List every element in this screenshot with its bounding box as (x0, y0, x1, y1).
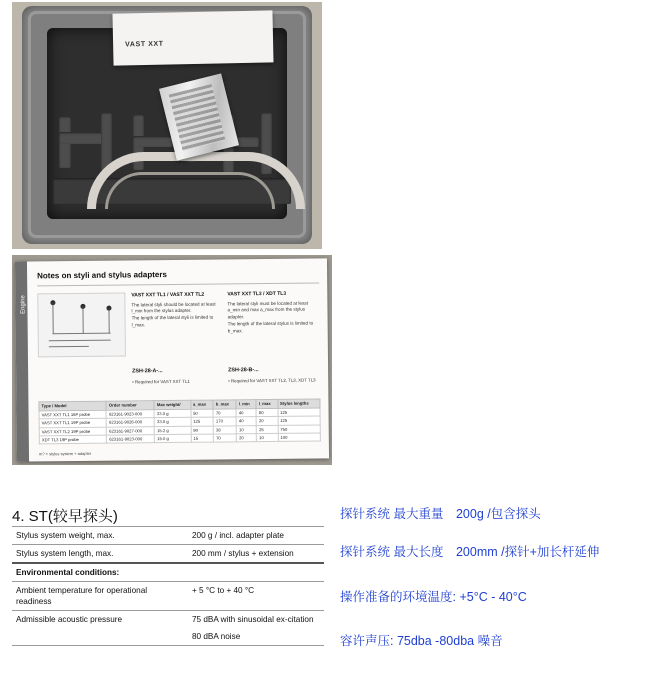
page-tab (15, 262, 29, 462)
annotation-line: 操作准备的环境温度: +5°C - 40°C (340, 589, 527, 604)
cell-weight: 15.0 g (155, 434, 191, 443)
table-footnote: m? = stylus system + adapter (38, 450, 92, 457)
cell-type: VAST XXT TL1 19P probe (39, 418, 106, 427)
note-bullet: The length of the lateral stylus is limited to b_max. (227, 320, 314, 334)
cell-order: 623161-9026-000 (106, 418, 154, 427)
title-divider (37, 282, 319, 286)
spec-value: + 5 °C to + 40 °C (188, 582, 324, 611)
zsh-heading: ZSH-28-B-... (228, 367, 259, 374)
cell-order: 623161-9023-000 (107, 435, 155, 444)
cell-bmax: 70 (214, 434, 237, 443)
col-amax: a_max (190, 400, 213, 409)
page-title: 4. ST(较早探头) (12, 508, 118, 525)
cell-type: VAST XXT TL2 19P probe (39, 427, 106, 436)
table-row (12, 582, 324, 611)
cell-lmin: 20 (237, 434, 257, 443)
note-bullet: The lateral styli should be located at least l_min from the stylus adapter. (131, 301, 216, 314)
spec-value: 80 dBA noise (188, 628, 324, 646)
table-row (12, 611, 324, 629)
spec-label: Admissible acoustic pressure (16, 615, 123, 625)
cell-bmax: 170 (213, 417, 236, 426)
cell-order: 623161-9027-000 (107, 426, 155, 435)
case-shell (22, 6, 312, 244)
cell-length: 100 (278, 433, 321, 442)
note-heading: VAST XXT TL3 / XDT TL3 (227, 290, 287, 298)
col-lmax: l_max (256, 399, 277, 408)
stylus-diagram (37, 292, 126, 357)
cell-length: 125 (278, 416, 321, 425)
spec-label: Stylus system length, max. (12, 545, 188, 564)
foam-cutout (133, 136, 173, 147)
manual-spec-table (38, 398, 320, 444)
table-row (39, 433, 320, 444)
manual-title: Notes on styli and stylus adapters (37, 270, 167, 281)
spec-label: Ambient temperature for operational readiness (12, 582, 188, 611)
cell-order: 623161-9023-000 (106, 409, 154, 418)
packaged-probe (159, 73, 239, 160)
cell-weight: 15.2 g (155, 426, 191, 435)
cell-weight: 33.0 g (154, 409, 190, 418)
cell-lmin: 40 (236, 417, 256, 426)
cell-bmax: 70 (213, 409, 236, 418)
col-type: Type / Model (39, 401, 106, 410)
annotation-column (340, 505, 645, 670)
cell-amax: 15 (191, 434, 214, 443)
photo-manual-page (12, 255, 332, 465)
table-section-header-row (12, 563, 324, 582)
zsh-text: • Required for VAST XXT TL2, TL3, XDT TL3 (228, 377, 316, 384)
product-label-card (112, 10, 273, 65)
cell-lmin: 10 (236, 425, 256, 434)
note-column-2 (227, 290, 319, 335)
cell-length: 750 (278, 424, 321, 433)
cell-amax: 50 (191, 409, 214, 418)
col-bmax: b_max (213, 400, 236, 409)
cell-lmax: 20 (256, 417, 277, 426)
specification-table (12, 526, 324, 646)
note-bullet: The length of the lateral styli is limited to l_max. (131, 314, 214, 328)
spec-value: 200 mm / stylus + extension (188, 545, 324, 564)
col-max-weight: Max weight/ (154, 400, 190, 409)
manual-page (15, 258, 329, 461)
cell-lmin: 40 (236, 408, 256, 417)
cell-weight: 33.0 g (154, 417, 190, 426)
table-row (12, 628, 324, 646)
note-bullet: The lateral styli must be located at least a_min and max a_max from the stylus adapter. (227, 300, 309, 320)
foam-cutout (59, 132, 105, 144)
cell-lmax: 10 (257, 433, 278, 442)
cell-type: VAST XXT TL1 16P probe (39, 410, 106, 419)
annotation-line: 探针系统 最大重量 200g /包含探头 (340, 507, 541, 521)
annotation-line: 容许声压: 75dba -80dba 噪音 (340, 634, 503, 649)
zsh-heading: ZSH-28-A-... (132, 368, 163, 375)
note-column-1 (131, 291, 221, 329)
table-row (12, 545, 324, 564)
environmental-conditions-header: Environmental conditions: (12, 563, 324, 582)
cell-amax: 90 (191, 426, 214, 435)
case-handle-inner (105, 172, 275, 209)
col-stylus-lengths: Stylus lengths (277, 399, 320, 408)
photo-transport-case (12, 2, 322, 249)
case-lip (28, 11, 306, 238)
note-heading: VAST XXT TL1 / VAST XXT TL2 (131, 291, 205, 299)
cell-lmax: 80 (256, 408, 277, 417)
spec-value: 75 dBA with sinusoidal ex-citation (192, 615, 314, 625)
annotation-line: 探针系统 最大长度 200mm /探针+加长杆延伸 (340, 544, 600, 559)
cell-type: XDT TL3 19P probe (39, 435, 106, 444)
spec-label: Stylus system weight, max. (12, 527, 188, 545)
cell-amax: 125 (191, 417, 214, 426)
cell-bmax: 38 (213, 425, 236, 434)
cell-lmax: 25 (257, 425, 278, 434)
spec-value: 200 g / incl. adapter plate (188, 527, 324, 545)
page-tab-label: Engine (20, 295, 27, 314)
zsh-text: • Required for VAST XXT TL1 (132, 378, 190, 385)
cell-length: 125 (278, 408, 321, 417)
spec-label (12, 628, 188, 646)
table-row (12, 527, 324, 545)
product-label-text: VAST XXT (125, 40, 164, 49)
col-order-number: Order number (106, 401, 154, 410)
col-lmin: l_min (236, 400, 256, 409)
